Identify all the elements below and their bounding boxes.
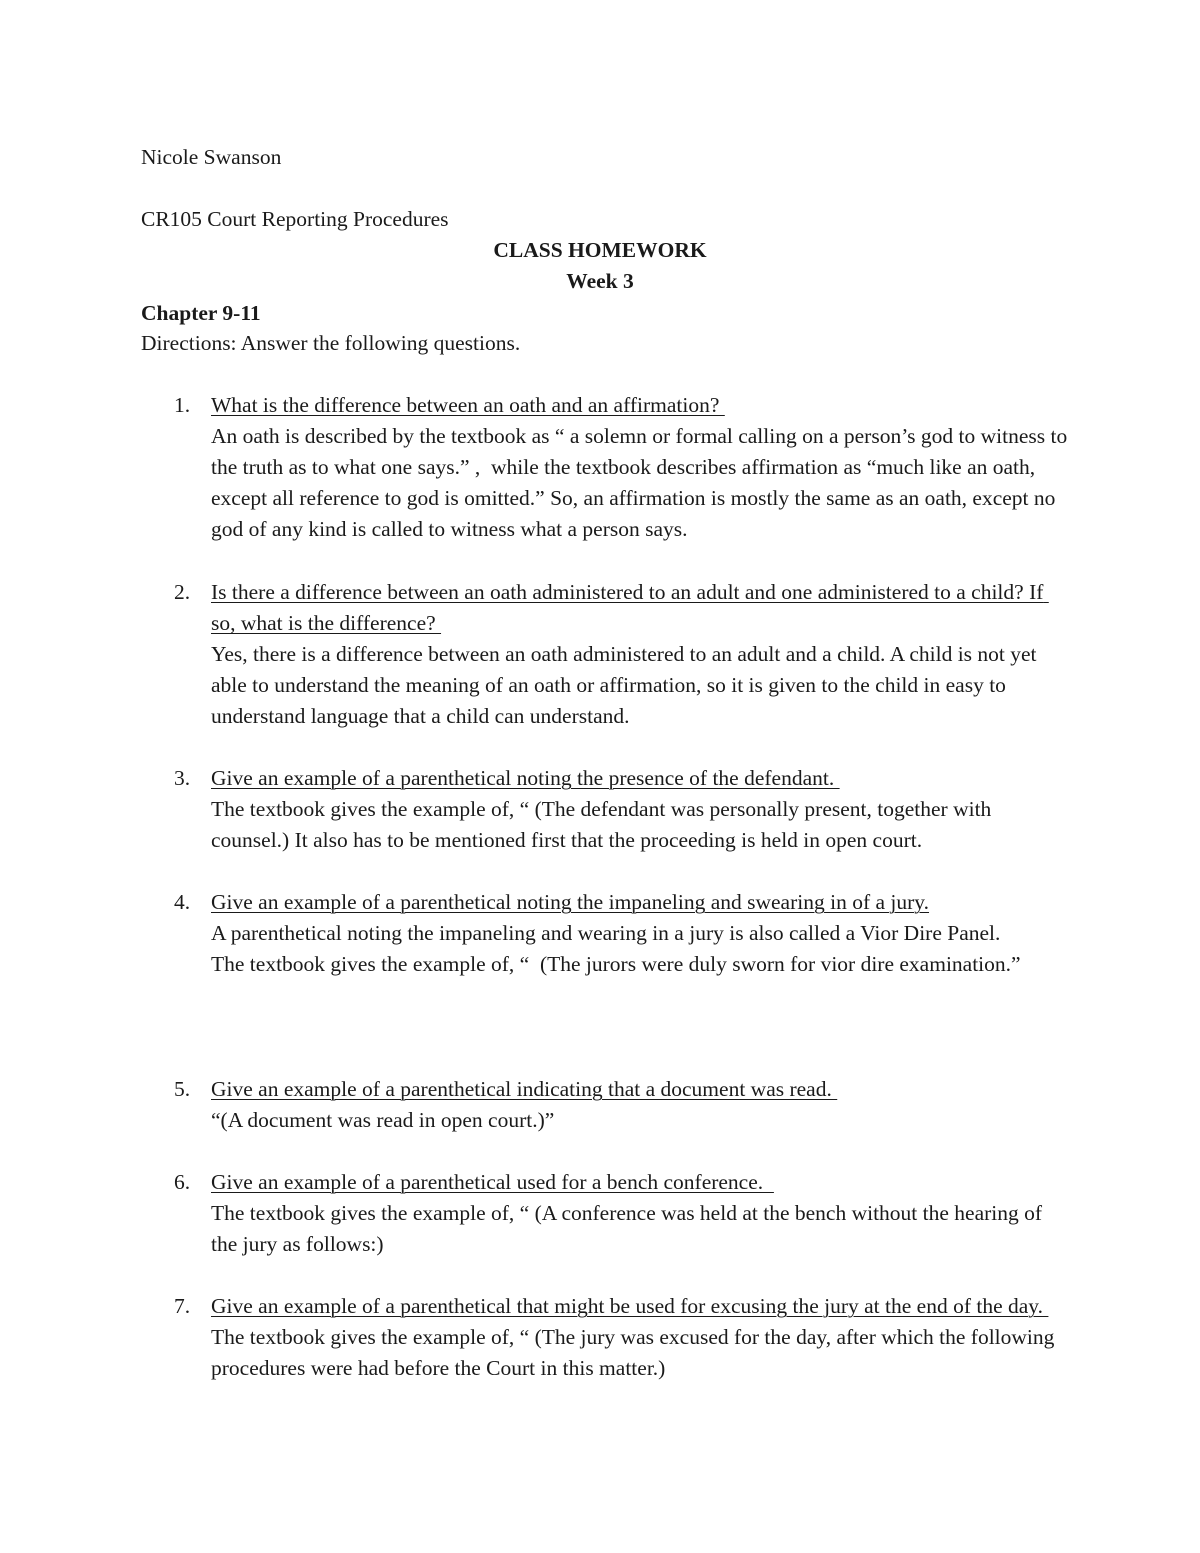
question-content xyxy=(211,390,1071,545)
question-text: Is there a difference between an oath administered to an adult and one administered to a child? If so, what is the difference? xyxy=(211,580,1049,635)
question-content xyxy=(211,887,1071,980)
question-text: Give an example of a parenthetical noting the presence of the defendant. xyxy=(211,766,840,790)
question-number: 3. xyxy=(174,766,191,790)
answer-text: A parenthetical noting the impaneling and wearing in a jury is also called a Vior Dire Panel. The textbook gives the example of, “ (The jurors were duly sworn for vior dire examination.” xyxy=(211,921,1021,976)
question-content xyxy=(211,1074,1071,1136)
question-content xyxy=(211,577,1071,732)
question-number: 7. xyxy=(174,1294,191,1318)
question-text: Give an example of a parenthetical used for a bench conference. xyxy=(211,1170,774,1194)
answer-text: Yes, there is a difference between an oath administered to an adult and a child. A child is not yet able to understand the meaning of an oath or affirmation, so it is given to the child in easy to understand language that a child can understand. xyxy=(211,642,1042,728)
question-number: 4. xyxy=(174,890,191,914)
question-number: 1. xyxy=(174,393,191,417)
answer-text: An oath is described by the textbook as “ a solemn or formal calling on a person’s god to witness to the truth as to what one says.” , while the textbook describes affirmation as “much like an oath, except all reference to god is omitted.” So, an affirmation is mostly the same as an oath, except no god of any kind is called to witness what a person says. xyxy=(211,424,1073,541)
directions-text: Directions: Answer the following questions. xyxy=(141,331,521,355)
question-text: What is the difference between an oath and an affirmation? xyxy=(211,393,725,417)
question-text: Give an example of a parenthetical indicating that a document was read. xyxy=(211,1077,838,1101)
question-content xyxy=(211,1291,1071,1384)
question-content xyxy=(211,1167,1071,1260)
question-text: Give an example of a parenthetical that might be used for excusing the jury at the end of the day. xyxy=(211,1294,1049,1318)
answer-text: The textbook gives the example of, “ (The defendant was personally present, together with counsel.) It also has to be mentioned first that the proceeding is held in open court. xyxy=(211,797,997,852)
answer-text: The textbook gives the example of, “ (The jury was excused for the day, after which the following procedures were had before the Court in this matter.) xyxy=(211,1325,1060,1380)
question-text: Give an example of a parenthetical noting the impaneling and swearing in of a jury. xyxy=(211,890,930,914)
question-number: 2. xyxy=(174,580,191,604)
chapter-heading: Chapter 9-11 xyxy=(141,301,261,325)
answer-text: The textbook gives the example of, “ (A conference was held at the bench without the hearing of the jury as follows:) xyxy=(211,1201,1048,1256)
author-name: Nicole Swanson xyxy=(141,145,282,169)
question-content xyxy=(211,763,1071,856)
week-label: Week 3 xyxy=(566,269,634,293)
question-number: 6. xyxy=(174,1170,191,1194)
document-title: CLASS HOMEWORK xyxy=(493,238,707,262)
answer-text: “(A document was read in open court.)” xyxy=(211,1108,555,1132)
question-number: 5. xyxy=(174,1077,191,1101)
course-name: CR105 Court Reporting Procedures xyxy=(141,207,449,231)
